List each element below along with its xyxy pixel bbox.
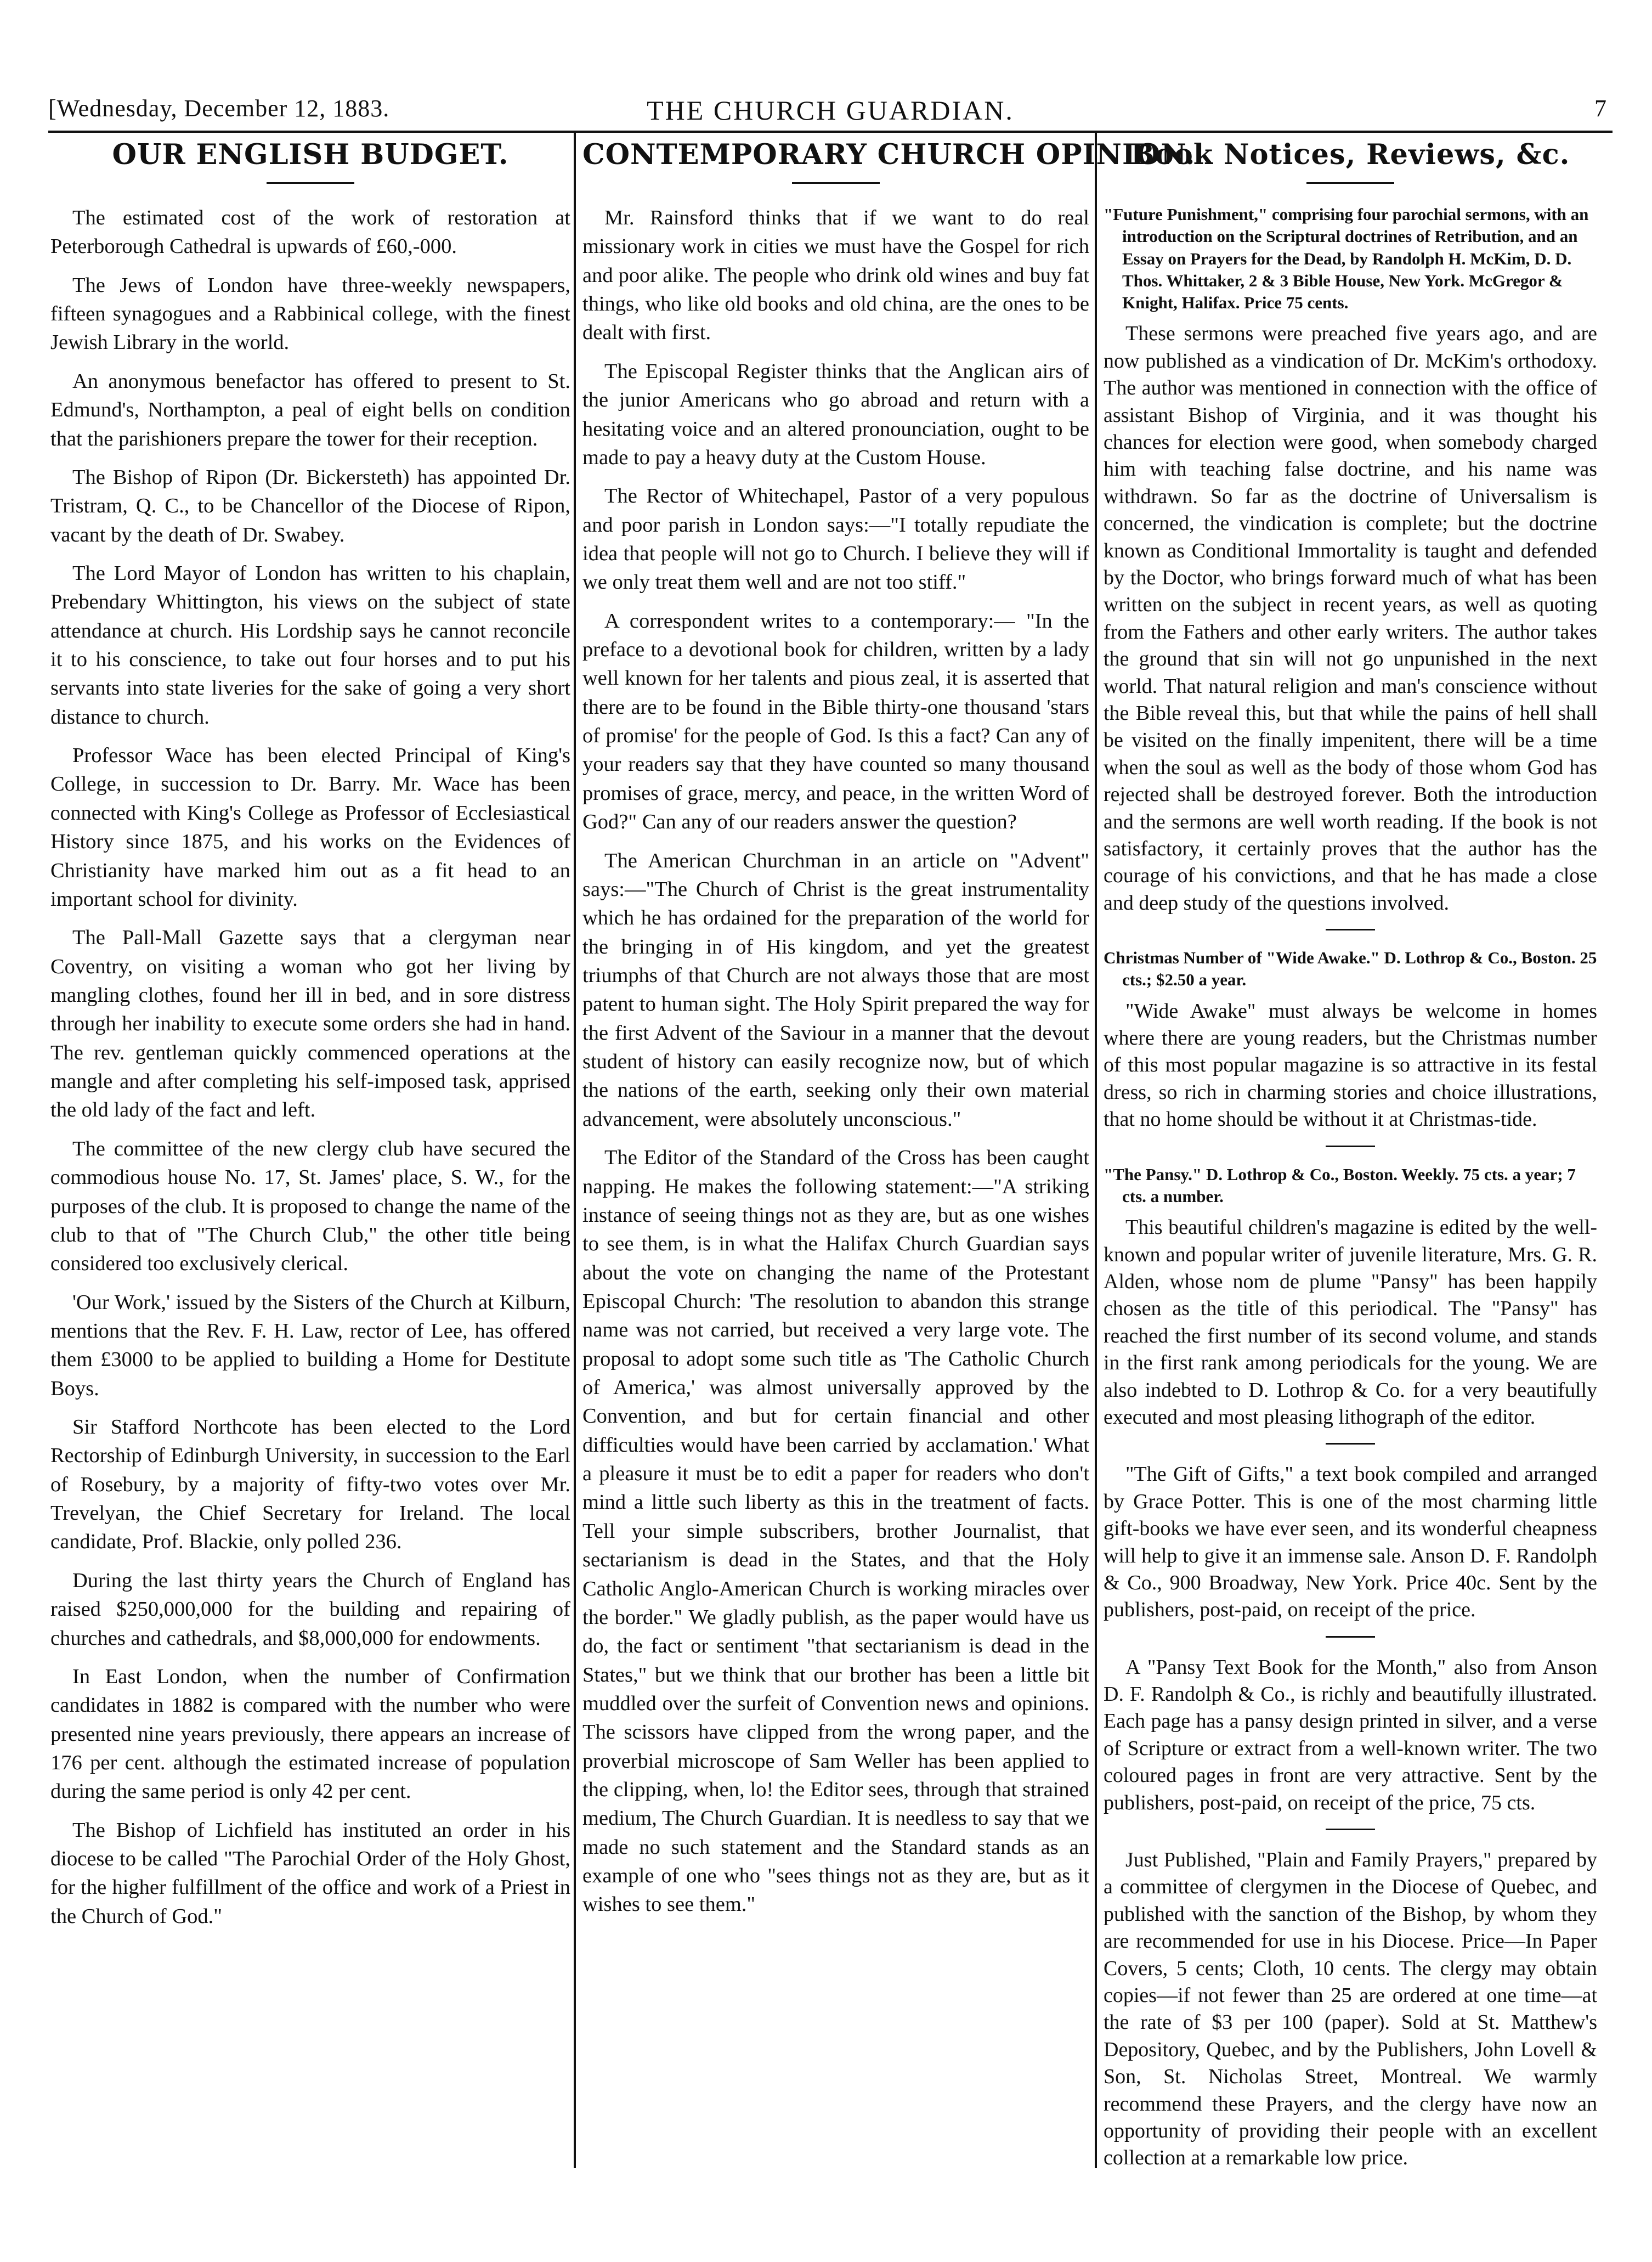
book-citation: Christmas Number of "Wide Awake." D. Lothrop & Co., Boston. 25 cts.; $2.50 a year.	[1104, 948, 1597, 990]
book-review: This beautiful children's magazine is edited by the well-known and popular writer of juvenile literature, Mrs. G. R. Alden, whose nom de plume "Pansy" has been happily chosen as the title of this periodical. The "Pansy" has reached the first number of its second volume, and stands in the first rank among periodicals for the young. We are also indebted to D. Lothrop & Co. for a very beautifully executed and most pleasing lithograph of the editor.	[1104, 1216, 1597, 1429]
news-item: 'Our Work,' issued by the Sisters of the Church at Kilburn, mentions that the Rev. F. H. Law, rector of Lee, has offered them £3000 to be applied to building a Home for Destitute Boys.	[50, 1290, 570, 1400]
opinion-item: The American Churchman in an article on "Advent" says:—"The Church of Christ is the great instrumentality which he has ordained for the preparation of the world for the bringing in of His kingdom, and yet the greatest triumphs of that Church are not always those that are most patent to human sight. The Holy Spirit prepared the way for the first Advent of the Saviour in a manner that the devout student of history can easily recognize now, but of which the nations of the earth, seeking only their own material advancement, were absolutely unconscious."	[582, 849, 1089, 1131]
page-number: 7	[1594, 95, 1607, 122]
news-item: The Bishop of Ripon (Dr. Bickersteth) has appointed Dr. Tristram, Q. C., to be Chancellor of the Diocese of Ripon, vacant by the death of Dr. Swabey.	[50, 465, 570, 546]
column-book-notices	[1104, 135, 1597, 2176]
news-item: The committee of the new clergy club have secured the commodious house No. 17, St. James' place, S. W., for the purposes of the club. It is proposed to change the name of the club to that of "The Church Club," the other title being considered too exclusively clerical.	[50, 1137, 570, 1276]
heading-rule	[1306, 182, 1394, 184]
news-item: Professor Wace has been elected Principal of King's College, in succession to Dr. Barry. Mr. Wace has been connected with King's College as Professor of Ecclesiastical History since 1875, and his works on the Evidences of Christianity have marked him out as a fit head to an important school for divinity.	[50, 744, 570, 911]
section-heading: OUR ENGLISH BUDGET.	[112, 138, 509, 171]
news-item: During the last thirty years the Church of England has raised $250,000,000 for the building and repairing of churches and cathedrals, and $8,000,000 for endowments.	[50, 1569, 570, 1650]
opinion-item: The Episcopal Register thinks that the Anglican airs of the junior Americans who go abroad and return with a hesitating voice and an altered pronounciation, ought to be made to pay a heavy duty at the Custom House.	[582, 359, 1089, 469]
news-item: The Lord Mayor of London has written to his chaplain, Prebendary Whittington, his views on the subject of state attendance at church. His Lordship says he cannot reconcile it to his conscience, to take out four horses and to put his servants into state liveries for the sake of going a very short distance to church.	[50, 561, 570, 729]
column-english-budget	[50, 135, 570, 2176]
news-item: Sir Stafford Northcote has been elected to the Lord Rectorship of Edinburgh University, in succession to the Earl of Rosebury, by a majority of fifty-two votes over Mr. Trevelyan, the Chief Secretary for Ireland. The local candidate, Prof. Blackie, only polled 236.	[50, 1415, 570, 1554]
separator-rule	[1326, 929, 1375, 930]
separator-rule	[1326, 1636, 1375, 1638]
heading-rule	[267, 182, 354, 184]
book-citation: "The Pansy." D. Lothrop & Co., Boston. Weekly. 75 cts. a year; 7 cts. a number.	[1104, 1164, 1576, 1206]
news-item: The estimated cost of the work of restoration at Peterborough Cathedral is upwards of £60,-000.	[50, 206, 570, 258]
book-review: These sermons were preached five years ago, and are now published as a vindication of Dr. McKim's orthodoxy. The author was mentioned in connection with the office of assistant Bishop of Virginia, and it was thought his chances for election were good, when somebody charged him with teaching false doctrine, and his name was withdrawn. So far as the doctrine of Universalism is concerned, the vindication is complete; but the doctrine known as Conditional Immortality is taught and defended by the Doctor, who brings forward much of what has been written on the subject in recent years, as well as quoting from the Fathers and other early writers. The author takes the ground that sin will not go unpunished in the next world. That natural religion and man's conscience without the Bible reveal this, but that while the pains of hell shall be visited on the finally impenitent, there will be a time when the soul as well as the body of those whom God has rejected shall be destroyed forever. Both the introduction and the sermons are well worth reading. If the book is not satisfactory, it certainly proves that the author has the courage of his convictions, and that he has made a close and deep study of the questions involved.	[1104, 322, 1597, 915]
newspaper-title: THE CHURCH GUARDIAN.	[647, 95, 1014, 126]
news-item: The Jews of London have three-weekly newspapers, fifteen synagogues and a Rabbinical college, with the finest Jewish Library in the world.	[50, 273, 570, 354]
news-item: In East London, when the number of Confirmation candidates in 1882 is compared with the number who were presented nine years previously, there appears an increase of 176 per cent. although the estimated increase of population during the same period is only 42 per cent.	[50, 1665, 570, 1803]
book-review: "Wide Awake" must always be welcome in homes where there are young readers, but the Christmas number of this most popular magazine is so attractive in its festal dress, so rich in charming stories and choice illustrations, that no home should be without it at Christmas-tide.	[1104, 999, 1597, 1131]
opinion-item: The Rector of Whitechapel, Pastor of a very populous and poor parish in London says:—"I totally repudiate the idea that people will not go to Church. I believe they will if we only treat them well and are not too stiff."	[582, 484, 1089, 594]
news-item: The Pall-Mall Gazette says that a clergyman near Coventry, on visiting a woman who got her living by mangling clothes, found her ill in bed, and in sore distress through her inability to execute some orders she had in hand. The rev. gentleman quickly commenced operations at the mangle and after completing his self-imposed task, apprised the old lady of the fact and left.	[50, 926, 570, 1122]
book-citation: "Future Punishment," comprising four parochial sermons, with an introduction on the Scriptural doctrines of Retribution, and an Essay on Prayers for the Dead, by Randolph H. McKim, D. D. Thos. Whittaker, 2 & 3 Bible House, New York. McGregor & Knight, Halifax. Price 75 cents.	[1104, 205, 1589, 313]
section-heading: CONTEMPORARY CHURCH OPINION.	[582, 138, 1196, 171]
publication-notice: Just Published, "Plain and Family Prayers," prepared by a committee of clergymen in the Diocese of Quebec, and published with the sanction of the Bishop, by whom they are recommended for use in his Diocese. Price—In Paper Covers, 5 cents; Cloth, 10 cents. The clergy may obtain copies—if not fewer than 25 are ordered at one time—at the rate of $3 per 100 (paper). Sold at St. Matthew's Depository, Quebec, and by the Publishers, John Lovell & Son, St. Nicholas Street, Montreal. We warmly recommend these Prayers, and the clergy have now an opportunity of providing their people with an excellent collection at a remarkable low price.	[1104, 1848, 1597, 2170]
opinion-item: Mr. Rainsford thinks that if we want to do real missionary work in cities we must have the Gospel for rich and poor alike. The people who drink old wines and buy fat things, who like old books and old china, are the ones to be dealt with first.	[582, 206, 1089, 345]
section-heading: Book Notices, Reviews, &c.	[1130, 138, 1570, 171]
news-item: The Bishop of Lichfield has instituted an order in his diocese to be called "The Parochial Order of the Holy Ghost, for the higher fulfillment of the office and work of a Priest in the Church of God."	[50, 1818, 570, 1928]
heading-rule	[792, 182, 880, 184]
separator-rule	[1326, 1829, 1375, 1830]
opinion-item: The Editor of the Standard of the Cross has been caught napping. He makes the following statement:—"A striking instance of seeing things not as they are, but as one wishes to see them, is in what the Halifax Church Guardian says about the vote on changing the name of the Protestant Episcopal Church: 'The resolution to abandon this strange name was not carried, but received a very large vote. The proposal to adopt some such title as 'The Catholic Church of America,' was almost universally approved by the Convention, and but for certain financial and other difficulties would have been carried by acclamation.' What a pleasure it must be to edit a paper for readers who don't mind a little such liberty as this in the treatment of facts. Tell your simple subscribers, brother Journalist, that sectarianism is dead in the States, and that the Holy Catholic Anglo-American Church is working miracles over the border." We gladly publish, as the paper would have us do, the fact or sentiment "that sectarianism is dead in the States," but we think that our brother has been a little bit muddled over the surfeit of Convention news and opinions. The scissors have clipped from the wrong paper, and the proverbial microscope of Sam Weller has been applied to the clipping, when, lo! the Editor sees, through that strained medium, The Church Guardian. It is needless to say that we made no such statement and the Standard stands as an example of one who "sees things not as they are, but as it wishes to see them."	[582, 1146, 1089, 1916]
masthead-rule	[48, 131, 1613, 133]
book-review: A "Pansy Text Book for the Month," also from Anson D. F. Randolph & Co., is richly and beautifully illustrated. Each page has a pansy design printed in silver, and a verse of Scripture or extract from a well-known writer. The two coloured pages in front are very attractive. Sent by the publishers, post-paid, on receipt of the price, 75 cts.	[1104, 1655, 1597, 1814]
news-item: An anonymous benefactor has offered to present to St. Edmund's, Northampton, a peal of eight bells on condition that the parishioners prepare the tower for their reception.	[50, 369, 570, 450]
issue-date: [Wednesday, December 12, 1883.	[48, 95, 390, 122]
column-divider-2	[1095, 133, 1097, 2168]
column-church-opinion	[582, 135, 1196, 2176]
book-review: "The Gift of Gifts," a text book compiled and arranged by Grace Potter. This is one of the most charming little gift-books we have ever seen, and its wonderful cheapness will help to give it an immense sale. Anson D. F. Randolph & Co., 900 Broadway, New York. Price 40c. Sent by the publishers, post-paid, on receipt of the price.	[1104, 1463, 1597, 1622]
column-divider-1	[574, 133, 576, 2168]
separator-rule	[1326, 1146, 1375, 1147]
separator-rule	[1326, 1443, 1375, 1445]
masthead	[48, 94, 1613, 128]
opinion-item: A correspondent writes to a contemporary:— "In the preface to a devotional book for children, written by a lady well known for her talents and pious zeal, it is asserted that there are to be found in the Bible thirty-one thousand 'stars of promise' for the people of God. Is this a fact? Can any of your readers say that they have counted so many thousand promises of grace, mercy, and peace, in the written Word of God?" Can any of our readers answer the question?	[582, 609, 1089, 834]
